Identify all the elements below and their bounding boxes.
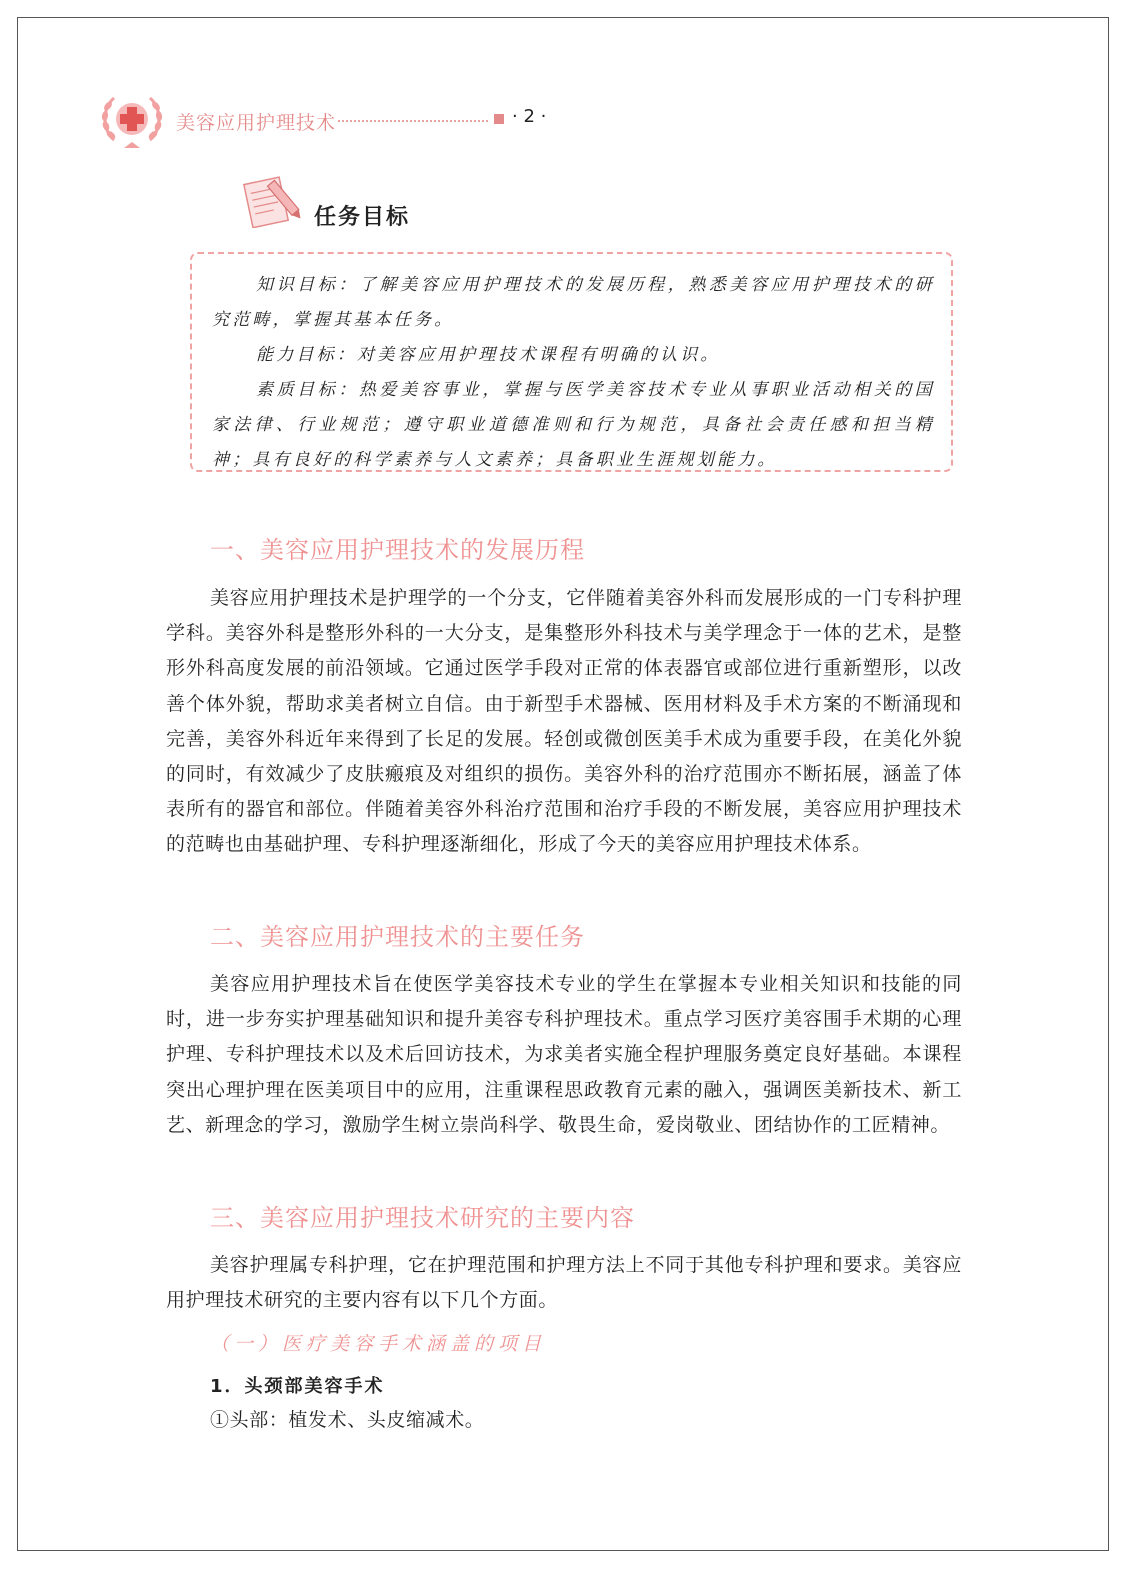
ability-objective: 能力目标：对美容应用护理技术课程有明确的认识。 — [256, 345, 721, 365]
header-title: 美容应用护理技术 — [176, 112, 337, 134]
red-cross-laurel-logo-icon — [100, 90, 164, 150]
section-heading-3: 三、美容应用护理技术研究的主要内容 — [210, 1204, 635, 1232]
item-line-head: ①头部：植发术、头皮缩减术。 — [210, 1409, 485, 1431]
header-square-marker — [494, 114, 504, 124]
section-1-paragraph: 美容应用护理技术是护理学的一个分支，它伴随着美容外科而发展形成的一门专科护理学科。美容外科是整形外科的一大分支，是集整形外科技术与美学理念于一体的艺术，是整形外科高度发展的前沿领域。它通过医学手段对正常的体表器官或部位进行重新塑形，以改善个体外貌，帮助求美者树立自信。由于新型手术器械、医用材料及手术方案的不断涌现和完善，美容外科近年来得到了长足的发展。轻创或微创医美手术成为重要手段，在美化外貌的同时，有效减少了皮肤瘢痕及对组织的损伤。美容外科的治疗范围亦不断拓展，涵盖了体表所有的器官和部位。伴随着美容外科治疗范围和治疗手段的不断发展，美容应用护理技术的范畴也由基础护理、专科护理逐渐细化，形成了今天的美容应用护理技术体系。 — [166, 587, 962, 856]
knowledge-objective: 知识目标：了解美容应用护理技术的发展历程，熟悉美容应用护理技术的研究范畴，掌握其基本任务。 — [212, 275, 935, 330]
section-3-paragraph: 美容护理属专科护理，它在护理范围和护理方法上不同于其他专科护理和要求。美容应用护理技术研究的主要内容有以下几个方面。 — [166, 1254, 962, 1312]
section-2-paragraph: 美容应用护理技术旨在使医学美容技术专业的学生在掌握本专业相关知识和技能的同时，进一步夯实护理基础知识和提升美容专科护理技术。重点学习医疗美容围手术期的心理护理、专科护理技术以及术后回访技术，为求美者实施全程护理服务奠定良好基础。本课程突出心理护理在医美项目中的应用，注重课程思政教育元素的融入，强调医美新技术、新工艺、新理念的学习，激励学生树立崇尚科学、敬畏生命，爱岗敬业、团结协作的工匠精神。 — [166, 973, 962, 1136]
task-heading: 任务目标 — [314, 205, 411, 230]
sub-heading-1: （一）医疗美容手术涵盖的项目 — [210, 1333, 547, 1355]
quality-objective: 素质目标：热爱美容事业，掌握与医学美容技术专业从事职业活动相关的国家法律、行业规范；遵守职业道德准则和行为规范，具备社会责任感和担当精神；具有良好的科学素养与人文素养；具备职业生涯规划能力。 — [212, 380, 935, 470]
notepad-pen-icon — [238, 172, 302, 228]
header-dotted-leader — [338, 110, 488, 122]
item-heading-1: 1．头颈部美容手术 — [210, 1376, 385, 1397]
section-heading-1: 一、美容应用护理技术的发展历程 — [210, 536, 585, 564]
running-header — [100, 90, 640, 150]
page-number: · 2 · — [512, 106, 547, 127]
section-heading-2: 二、美容应用护理技术的主要任务 — [210, 923, 585, 951]
objectives-box — [190, 252, 953, 472]
